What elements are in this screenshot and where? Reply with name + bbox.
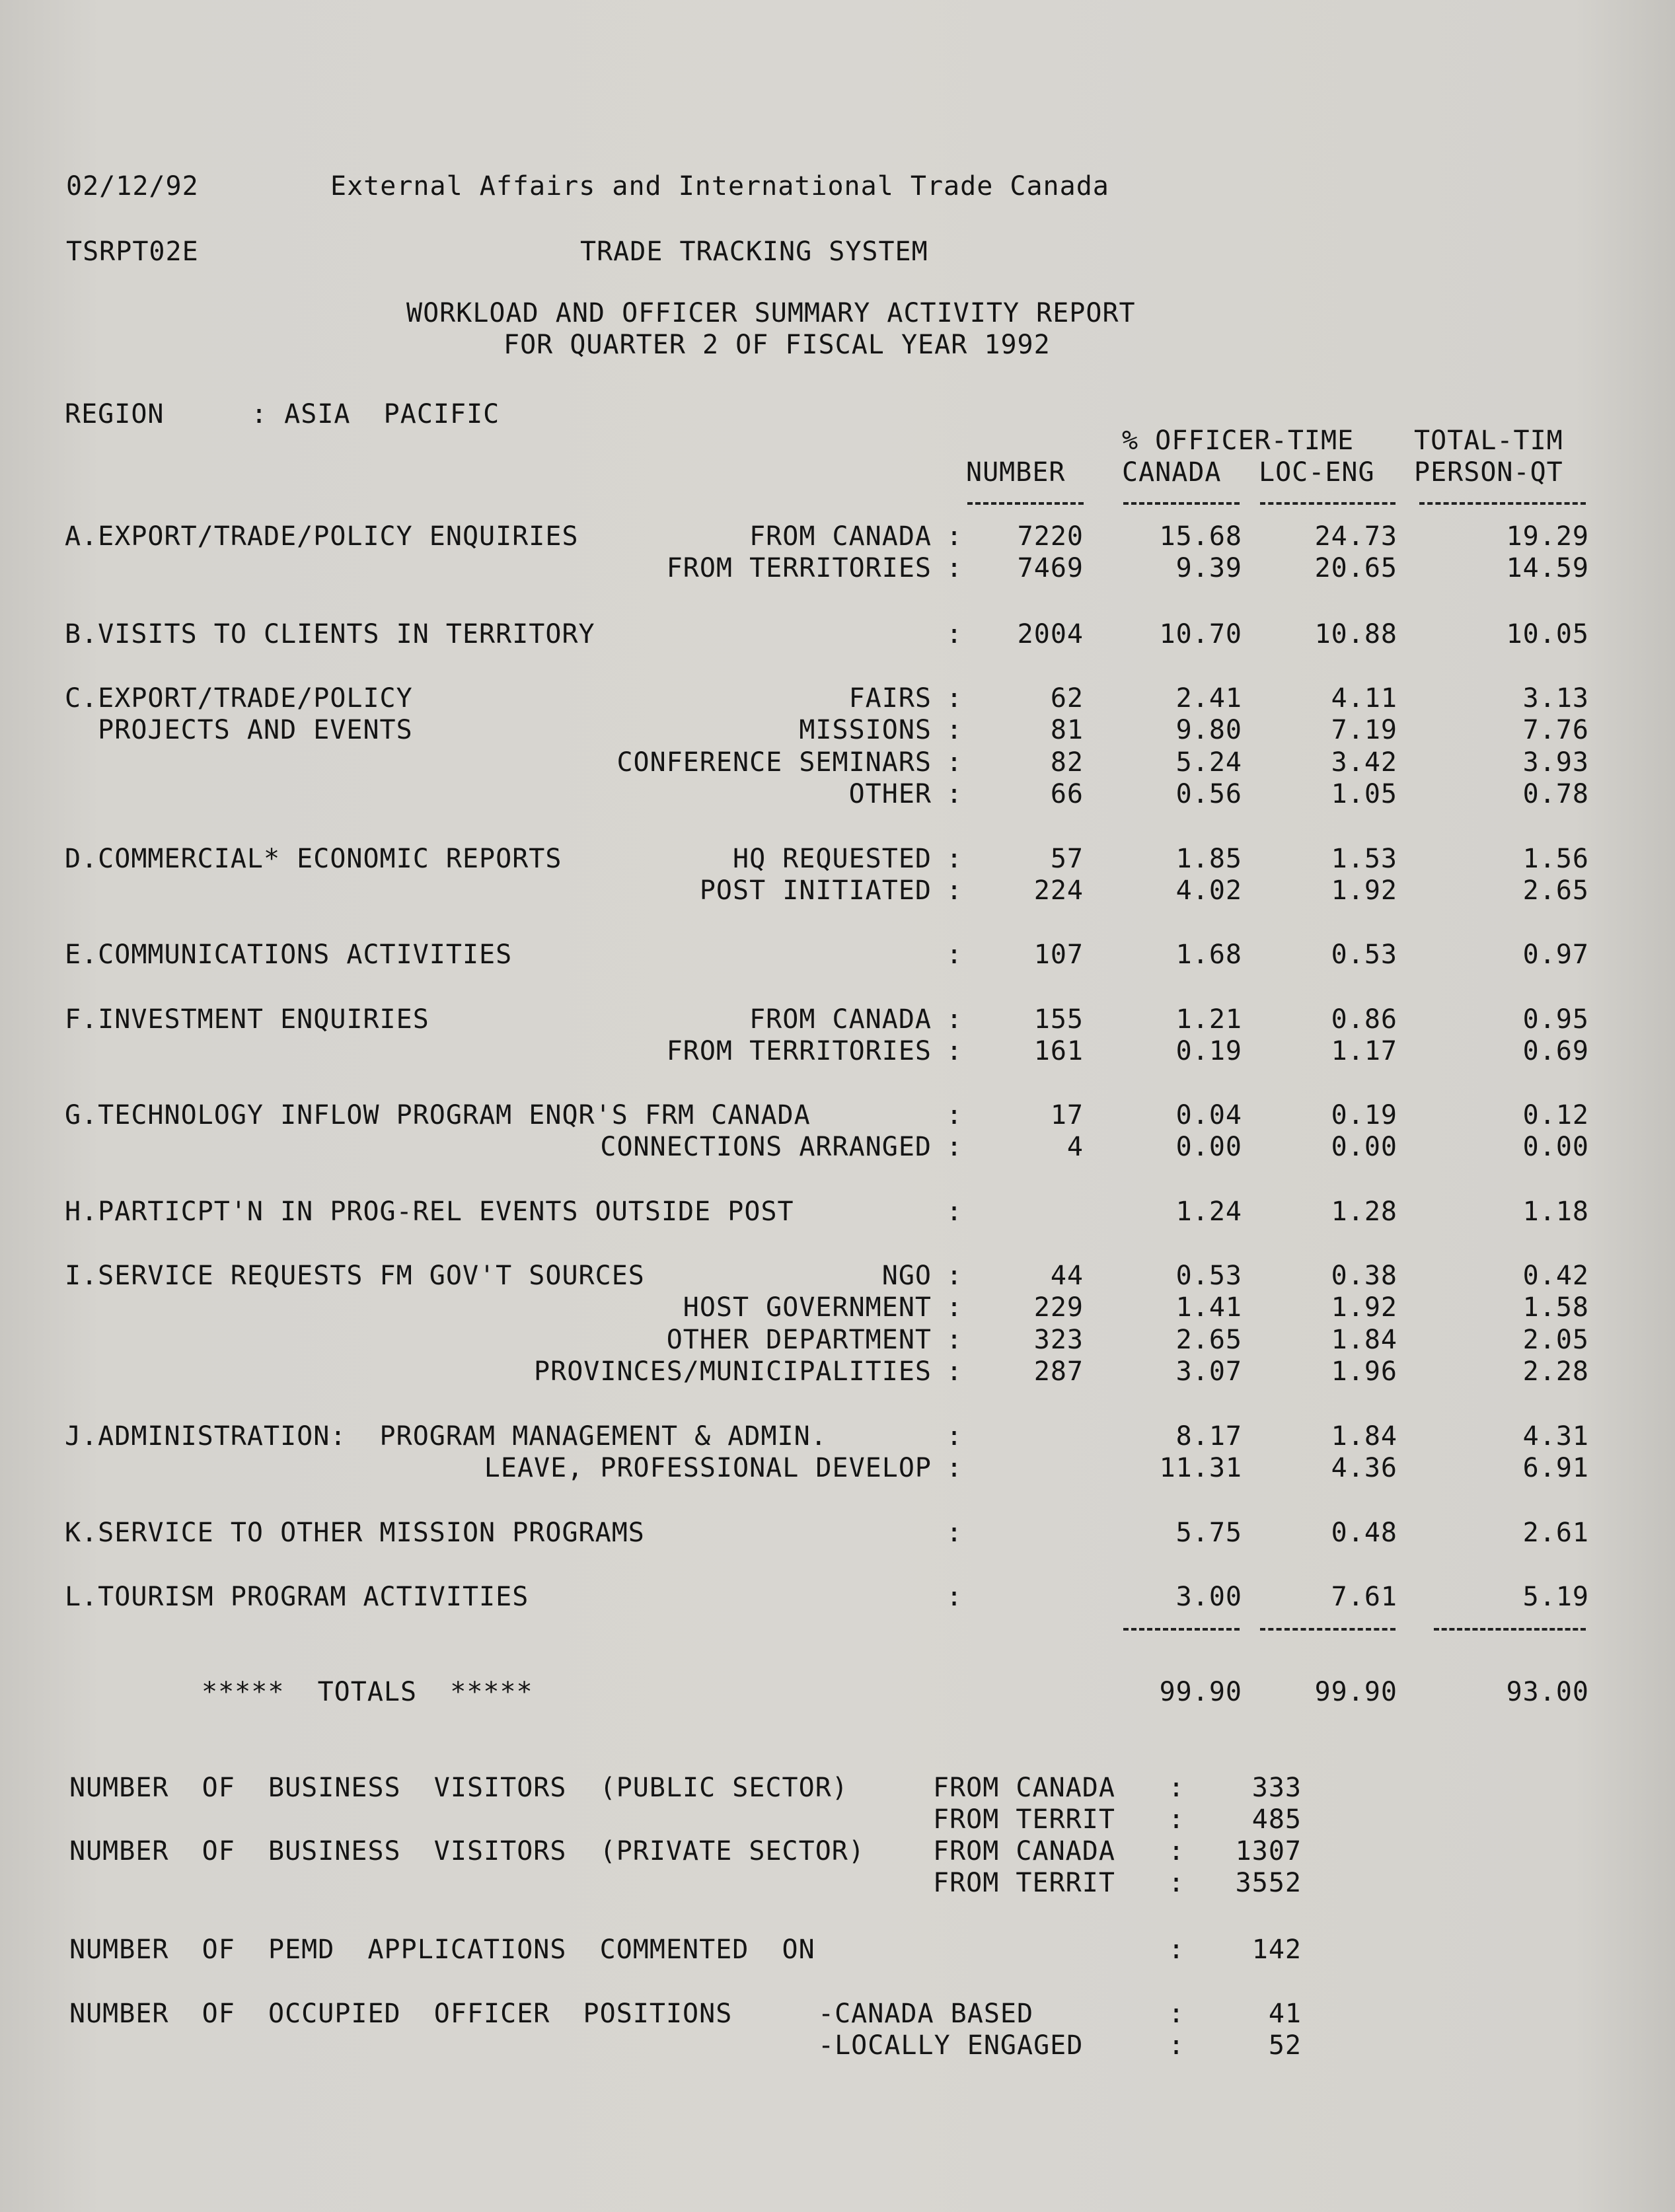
row-sub-label: CONFERENCE SEMINARS <box>616 747 932 778</box>
pemd-colon: : <box>1168 1935 1185 1965</box>
row-total-time: 2.65 <box>1522 875 1589 906</box>
row-total-time: 1.58 <box>1522 1292 1589 1323</box>
visitors-colon: : <box>1168 1773 1185 1803</box>
positions-colon: : <box>1168 1999 1185 2029</box>
row-colon: : <box>946 1197 963 1227</box>
row-section-label: G.TECHNOLOGY INFLOW PROGRAM ENQR'S FRM CANADA <box>65 1100 811 1130</box>
positions-type: -LOCALLY ENGAGED <box>818 2030 1084 2061</box>
row-canada-pct: 1.41 <box>1175 1292 1242 1323</box>
row-section-label: D.COMMERCIAL* ECONOMIC REPORTS <box>65 844 562 874</box>
row-number: 17 <box>1050 1100 1084 1130</box>
positions-type: -CANADA BASED <box>818 1999 1034 2029</box>
row-colon: : <box>946 1582 963 1612</box>
person-qt-header: PERSON-QT <box>1414 457 1563 488</box>
row-sub-label: FROM TERRITORIES <box>666 1036 932 1066</box>
visitors-colon: : <box>1168 1868 1185 1898</box>
visitors-origin: FROM TERRIT <box>933 1804 1115 1835</box>
row-sub-label: OTHER DEPARTMENT <box>666 1325 932 1355</box>
row-section-label: C.EXPORT/TRADE/POLICY <box>65 683 413 714</box>
row-number: 224 <box>1033 875 1084 906</box>
row-loc-eng-pct: 3.42 <box>1331 747 1397 778</box>
row-colon: : <box>946 844 963 874</box>
report-period: FOR QUARTER 2 OF FISCAL YEAR 1992 <box>503 330 1051 360</box>
row-sub-label: PROVINCES/MUNICIPALITIES <box>534 1356 932 1387</box>
row-total-time: 0.69 <box>1522 1036 1589 1066</box>
row-section-label: J.ADMINISTRATION: PROGRAM MANAGEMENT & ADMIN. <box>65 1421 827 1452</box>
row-colon: : <box>946 553 963 583</box>
row-total-time: 0.95 <box>1522 1004 1589 1035</box>
row-canada-pct: 9.39 <box>1175 553 1242 583</box>
row-loc-eng-pct: 1.92 <box>1331 875 1397 906</box>
row-total-time: 0.78 <box>1522 779 1589 809</box>
row-loc-eng-pct: 1.28 <box>1331 1197 1397 1227</box>
row-canada-pct: 1.24 <box>1175 1197 1242 1227</box>
row-colon: : <box>946 1356 963 1387</box>
region-label: REGION <box>65 399 165 429</box>
totals-loc-eng: 99.90 <box>1314 1677 1397 1707</box>
row-section-label: B.VISITS TO CLIENTS IN TERRITORY <box>65 619 595 649</box>
row-canada-pct: 4.02 <box>1175 875 1242 906</box>
row-section-label: L.TOURISM PROGRAM ACTIVITIES <box>65 1582 529 1612</box>
row-colon: : <box>946 715 963 745</box>
row-sub-label: HOST GOVERNMENT <box>683 1292 932 1323</box>
row-colon: : <box>946 1004 963 1035</box>
row-canada-pct: 1.68 <box>1175 940 1242 970</box>
row-total-time: 3.93 <box>1522 747 1589 778</box>
totals-canada: 99.90 <box>1159 1677 1242 1707</box>
row-colon: : <box>946 1261 963 1291</box>
row-total-time: 2.28 <box>1522 1356 1589 1387</box>
row-total-time: 1.56 <box>1522 844 1589 874</box>
system-name: TRADE TRACKING SYSTEM <box>580 237 928 267</box>
row-sub-label: FAIRS <box>848 683 932 714</box>
loc-eng-header: LOC-ENG <box>1259 457 1375 488</box>
row-sub-label: FROM CANADA <box>749 1004 932 1035</box>
row-number: 82 <box>1050 747 1084 778</box>
row-total-time: 1.18 <box>1522 1197 1589 1227</box>
row-colon: : <box>946 747 963 778</box>
row-loc-eng-pct: 0.48 <box>1331 1518 1397 1548</box>
totals-underline <box>1260 1628 1396 1631</box>
row-canada-pct: 8.17 <box>1175 1421 1242 1452</box>
row-loc-eng-pct: 1.96 <box>1331 1356 1397 1387</box>
row-loc-eng-pct: 20.65 <box>1314 553 1397 583</box>
row-sub-label: POST INITIATED <box>699 875 932 906</box>
report-date: 02/12/92 <box>66 171 199 202</box>
row-section-label: K.SERVICE TO OTHER MISSION PROGRAMS <box>65 1518 645 1548</box>
row-colon: : <box>946 619 963 649</box>
row-sub-label: FROM TERRITORIES <box>666 553 932 583</box>
row-canada-pct: 1.21 <box>1175 1004 1242 1035</box>
row-loc-eng-pct: 1.84 <box>1331 1325 1397 1355</box>
row-total-time: 6.91 <box>1522 1453 1589 1483</box>
row-sub-label: MISSIONS <box>799 715 932 745</box>
row-loc-eng-pct: 24.73 <box>1314 521 1397 552</box>
row-section-label: F.INVESTMENT ENQUIRIES <box>65 1004 429 1035</box>
row-sub-label: HQ REQUESTED <box>733 844 932 874</box>
number-header: NUMBER <box>966 457 1066 488</box>
row-canada-pct: 15.68 <box>1159 521 1242 552</box>
row-number: 81 <box>1050 715 1084 745</box>
row-colon: : <box>946 1325 963 1355</box>
row-number: 66 <box>1050 779 1084 809</box>
positions-count: 41 <box>1268 1999 1302 2029</box>
visitors-count: 3552 <box>1235 1868 1302 1898</box>
visitors-origin: FROM TERRIT <box>933 1868 1115 1898</box>
row-canada-pct: 0.53 <box>1175 1261 1242 1291</box>
row-colon: : <box>946 1421 963 1452</box>
row-loc-eng-pct: 0.53 <box>1331 940 1397 970</box>
row-canada-pct: 0.56 <box>1175 779 1242 809</box>
row-loc-eng-pct: 1.92 <box>1331 1292 1397 1323</box>
row-colon: : <box>946 875 963 906</box>
row-colon: : <box>946 1292 963 1323</box>
visitors-count: 333 <box>1251 1773 1302 1803</box>
row-total-time: 2.05 <box>1522 1325 1589 1355</box>
positions-colon: : <box>1168 2030 1185 2061</box>
row-total-time: 0.97 <box>1522 940 1589 970</box>
row-section-label: I.SERVICE REQUESTS FM GOV'T SOURCES <box>65 1261 645 1291</box>
row-section-label: H.PARTICPT'N IN PROG-REL EVENTS OUTSIDE POST <box>65 1197 794 1227</box>
row-number: 229 <box>1033 1292 1084 1323</box>
row-number: 4 <box>1066 1132 1084 1162</box>
row-colon: : <box>946 779 963 809</box>
visitors-origin: FROM CANADA <box>933 1773 1115 1803</box>
totals-underline <box>1123 1628 1240 1631</box>
row-colon: : <box>946 940 963 970</box>
row-canada-pct: 0.00 <box>1175 1132 1242 1162</box>
header-underline <box>1123 502 1240 505</box>
row-colon: : <box>946 1518 963 1548</box>
row-canada-pct: 11.31 <box>1159 1453 1242 1483</box>
row-section-label: PROJECTS AND EVENTS <box>65 715 413 745</box>
row-canada-pct: 2.65 <box>1175 1325 1242 1355</box>
visitors-colon: : <box>1168 1804 1185 1835</box>
officer-time-header: % OFFICER-TIME <box>1122 425 1355 456</box>
department-name: External Affairs and International Trade Canada <box>330 171 1109 202</box>
row-loc-eng-pct: 1.05 <box>1331 779 1397 809</box>
row-total-time: 2.61 <box>1522 1518 1589 1548</box>
header-underline <box>967 502 1084 505</box>
row-colon: : <box>946 521 963 552</box>
visitors-count: 485 <box>1251 1804 1302 1835</box>
row-number: 155 <box>1033 1004 1084 1035</box>
visitors-label: NUMBER OF BUSINESS VISITORS (PUBLIC SECTOR) <box>69 1773 848 1803</box>
row-loc-eng-pct: 1.17 <box>1331 1036 1397 1066</box>
row-total-time: 7.76 <box>1522 715 1589 745</box>
row-loc-eng-pct: 1.84 <box>1331 1421 1397 1452</box>
row-canada-pct: 9.80 <box>1175 715 1242 745</box>
row-number: 7220 <box>1017 521 1084 552</box>
row-colon: : <box>946 1453 963 1483</box>
row-total-time: 0.12 <box>1522 1100 1589 1130</box>
row-number: 287 <box>1033 1356 1084 1387</box>
row-sub-label: OTHER <box>848 779 932 809</box>
row-loc-eng-pct: 0.19 <box>1331 1100 1397 1130</box>
row-sub-label: LEAVE, PROFESSIONAL DEVELOP <box>484 1453 932 1483</box>
row-colon: : <box>946 1132 963 1162</box>
row-number: 57 <box>1050 844 1084 874</box>
row-number: 2004 <box>1017 619 1084 649</box>
row-loc-eng-pct: 0.00 <box>1331 1132 1397 1162</box>
region-value: : ASIA PACIFIC <box>251 399 500 429</box>
row-loc-eng-pct: 7.19 <box>1331 715 1397 745</box>
row-total-time: 3.13 <box>1522 683 1589 714</box>
row-canada-pct: 1.85 <box>1175 844 1242 874</box>
row-canada-pct: 10.70 <box>1159 619 1242 649</box>
report-code: TSRPT02E <box>66 237 199 267</box>
row-canada-pct: 0.04 <box>1175 1100 1242 1130</box>
row-total-time: 14.59 <box>1506 553 1589 583</box>
row-canada-pct: 5.24 <box>1175 747 1242 778</box>
row-loc-eng-pct: 0.86 <box>1331 1004 1397 1035</box>
totals-total: 93.00 <box>1506 1677 1589 1707</box>
row-number: 62 <box>1050 683 1084 714</box>
row-colon: : <box>946 683 963 714</box>
row-colon: : <box>946 1036 963 1066</box>
row-section-label: E.COMMUNICATIONS ACTIVITIES <box>65 940 513 970</box>
visitors-label: NUMBER OF BUSINESS VISITORS (PRIVATE SECTOR) <box>69 1836 865 1866</box>
header-underline <box>1419 502 1586 505</box>
row-loc-eng-pct: 4.11 <box>1331 683 1397 714</box>
row-number: 7469 <box>1017 553 1084 583</box>
row-canada-pct: 3.07 <box>1175 1356 1242 1387</box>
positions-count: 52 <box>1268 2030 1302 2061</box>
pemd-count: 142 <box>1251 1935 1302 1965</box>
row-section-label: A.EXPORT/TRADE/POLICY ENQUIRIES <box>65 521 579 552</box>
total-time-header: TOTAL-TIM <box>1414 425 1563 456</box>
canada-header: CANADA <box>1122 457 1222 488</box>
pemd-label: NUMBER OF PEMD APPLICATIONS COMMENTED ON <box>69 1935 815 1965</box>
row-canada-pct: 0.19 <box>1175 1036 1242 1066</box>
row-total-time: 0.00 <box>1522 1132 1589 1162</box>
row-loc-eng-pct: 7.61 <box>1331 1582 1397 1612</box>
row-loc-eng-pct: 10.88 <box>1314 619 1397 649</box>
row-loc-eng-pct: 1.53 <box>1331 844 1397 874</box>
row-loc-eng-pct: 0.38 <box>1331 1261 1397 1291</box>
row-total-time: 5.19 <box>1522 1582 1589 1612</box>
totals-label: ***** TOTALS ***** <box>202 1677 533 1707</box>
report-title: WORKLOAD AND OFFICER SUMMARY ACTIVITY REPORT <box>406 298 1136 328</box>
row-number: 107 <box>1033 940 1084 970</box>
visitors-colon: : <box>1168 1836 1185 1866</box>
row-total-time: 4.31 <box>1522 1421 1589 1452</box>
row-loc-eng-pct: 4.36 <box>1331 1453 1397 1483</box>
row-canada-pct: 3.00 <box>1175 1582 1242 1612</box>
row-total-time: 10.05 <box>1506 619 1589 649</box>
row-colon: : <box>946 1100 963 1130</box>
row-sub-label: FROM CANADA <box>749 521 932 552</box>
row-canada-pct: 2.41 <box>1175 683 1242 714</box>
row-sub-label: NGO <box>881 1261 932 1291</box>
row-number: 44 <box>1050 1261 1084 1291</box>
row-total-time: 0.42 <box>1522 1261 1589 1291</box>
row-sub-label: CONNECTIONS ARRANGED <box>600 1132 932 1162</box>
row-number: 323 <box>1033 1325 1084 1355</box>
row-number: 161 <box>1033 1036 1084 1066</box>
row-canada-pct: 5.75 <box>1175 1518 1242 1548</box>
visitors-count: 1307 <box>1235 1836 1302 1866</box>
positions-label: NUMBER OF OCCUPIED OFFICER POSITIONS <box>69 1999 733 2029</box>
visitors-origin: FROM CANADA <box>933 1836 1115 1866</box>
totals-underline <box>1434 1628 1586 1631</box>
row-total-time: 19.29 <box>1506 521 1589 552</box>
header-underline <box>1260 502 1396 505</box>
